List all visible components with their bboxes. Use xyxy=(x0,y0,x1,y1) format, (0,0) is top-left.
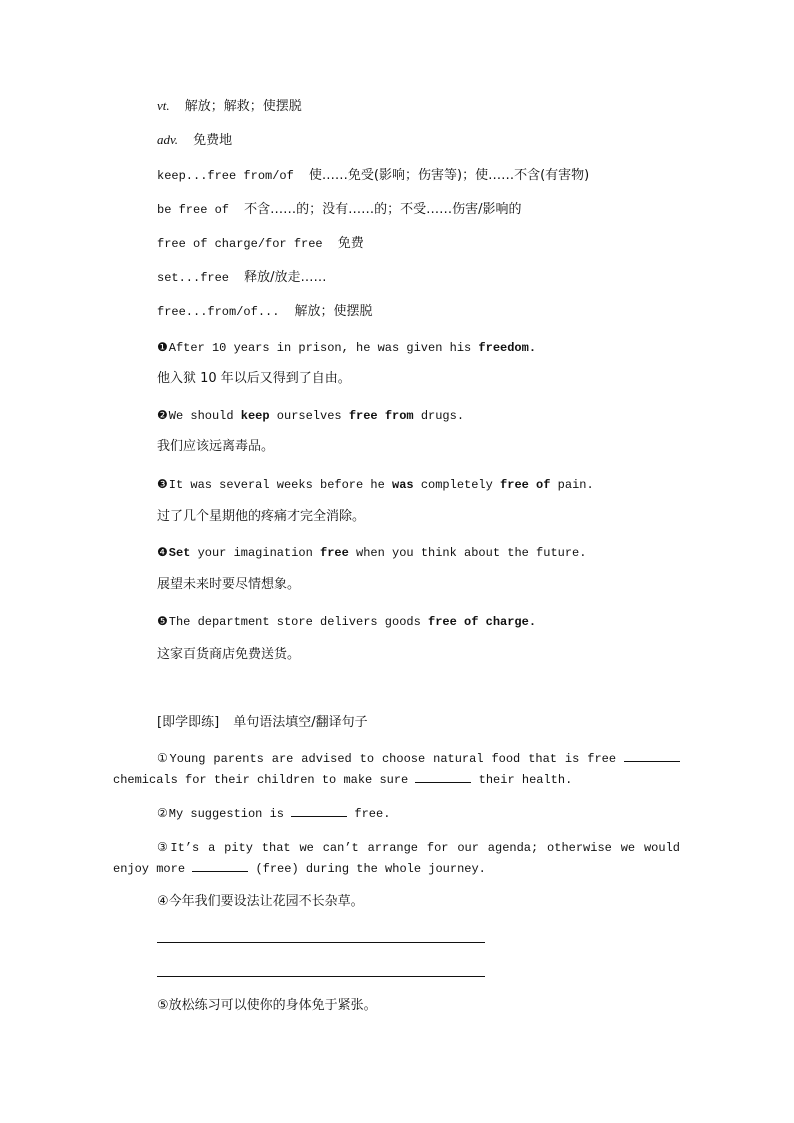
example-sentence-2 xyxy=(157,406,464,425)
phrase-english: free of charge/for free xyxy=(157,237,323,251)
example-keyword: Set xyxy=(168,546,191,560)
example-keyword: free of charge xyxy=(428,615,529,629)
practice-title: 单句语法填空/翻译句子 xyxy=(233,715,368,730)
question-3 xyxy=(113,837,680,880)
example-sentence-3 xyxy=(157,475,594,494)
question-text: (free) during the whole journey. xyxy=(255,862,486,876)
example-sentence-4 xyxy=(157,543,586,562)
question-number: ① xyxy=(157,751,169,765)
question-2 xyxy=(157,804,390,823)
answer-line[interactable] xyxy=(157,942,485,943)
question-text: their health. xyxy=(478,773,573,787)
example-keyword: keep xyxy=(240,409,270,423)
phrase-item xyxy=(157,301,373,321)
definition-vt xyxy=(157,96,302,116)
phrase-item xyxy=(157,165,589,185)
example-keyword: was xyxy=(392,478,414,492)
definition-meaning: 免费地 xyxy=(193,133,233,148)
answer-line[interactable] xyxy=(157,976,485,977)
question-number: ⑤ xyxy=(157,998,169,1013)
example-number: ❸ xyxy=(157,477,168,491)
phrase-item xyxy=(157,199,522,219)
example-keyword: free xyxy=(320,546,349,560)
example-text: ourselves xyxy=(269,409,349,423)
example-number: ❷ xyxy=(157,408,168,422)
phrase-chinese: 不含……的；没有……的；不受……伤害/影响的 xyxy=(244,202,522,217)
example-translation-5: 这家百货商店免费送货。 xyxy=(157,647,301,662)
phrase-chinese: 使……免受(影响；伤害等)；使……不含(有害物) xyxy=(308,168,590,183)
example-text: completely xyxy=(413,478,501,492)
example-keyword: freedom xyxy=(478,341,529,355)
example-translation-3: 过了几个星期他的疼痛才完全消除。 xyxy=(157,509,366,524)
practice-header xyxy=(157,714,368,732)
definition-adv xyxy=(157,130,232,150)
example-text: The department store delivers goods xyxy=(168,615,429,629)
question-text: My suggestion is xyxy=(168,807,284,821)
phrase-english: be free of xyxy=(157,203,230,217)
example-text: It was several weeks before he xyxy=(168,478,393,492)
example-text: your imagination xyxy=(190,546,320,560)
example-text: . xyxy=(528,615,537,629)
example-text: . xyxy=(528,341,537,355)
question-number: ④ xyxy=(157,894,169,909)
question-1 xyxy=(113,748,680,791)
question-5 xyxy=(157,997,377,1015)
example-keyword: free of xyxy=(500,478,551,492)
phrase-item xyxy=(157,267,327,287)
example-sentence-5 xyxy=(157,612,536,631)
example-translation-4: 展望未来时要尽情想象。 xyxy=(157,577,301,592)
question-4 xyxy=(157,893,364,911)
example-number: ❶ xyxy=(157,340,168,354)
question-text: more xyxy=(156,862,186,876)
part-of-speech: vt. xyxy=(157,98,170,113)
definition-meaning: 解放；解救；使摆脱 xyxy=(184,99,302,114)
example-translation-1: 他入狱 10 年以后又得到了自由。 xyxy=(157,371,351,386)
part-of-speech: adv. xyxy=(157,132,179,147)
phrase-chinese: 解放；使摆脱 xyxy=(294,304,373,319)
phrase-english: free...from/of... xyxy=(157,305,280,319)
example-text: pain. xyxy=(550,478,594,492)
example-text: drugs. xyxy=(413,409,465,423)
question-number: ③ xyxy=(157,840,170,854)
answer-blank[interactable] xyxy=(624,749,680,762)
example-text: when you think about the future. xyxy=(348,546,587,560)
phrase-english: set...free xyxy=(157,271,230,285)
phrase-chinese: 免费 xyxy=(337,236,364,251)
example-text: After 10 years in prison, he was given his xyxy=(168,341,479,355)
example-keyword: free from xyxy=(348,409,414,423)
phrase-item xyxy=(157,233,364,253)
example-translation-2: 我们应该远离毒品。 xyxy=(157,439,275,454)
question-text: Young parents are advised to choose natural food that is free xyxy=(169,752,617,766)
practice-label: [即学即练] xyxy=(157,715,220,730)
example-text: We should xyxy=(168,409,241,423)
question-text: chemicals for their children to make sure xyxy=(113,773,409,787)
question-text: 放松练习可以使你的身体免于紧张。 xyxy=(168,998,377,1013)
answer-blank[interactable] xyxy=(192,859,248,872)
question-number: ② xyxy=(157,806,168,820)
question-text: It’s a pity that we can’t arrange for our agenda; otherwise we would enjoy xyxy=(113,841,680,876)
example-sentence-1 xyxy=(157,338,536,357)
answer-blank[interactable] xyxy=(291,804,347,817)
example-number: ❺ xyxy=(157,614,168,628)
question-text: 今年我们要设法让花园不长杂草。 xyxy=(168,894,364,909)
phrase-chinese: 释放/放走…… xyxy=(244,270,327,285)
answer-blank[interactable] xyxy=(415,770,471,783)
example-number: ❹ xyxy=(157,545,168,559)
phrase-english: keep...free from/of xyxy=(157,169,294,183)
question-text: free. xyxy=(354,807,391,821)
